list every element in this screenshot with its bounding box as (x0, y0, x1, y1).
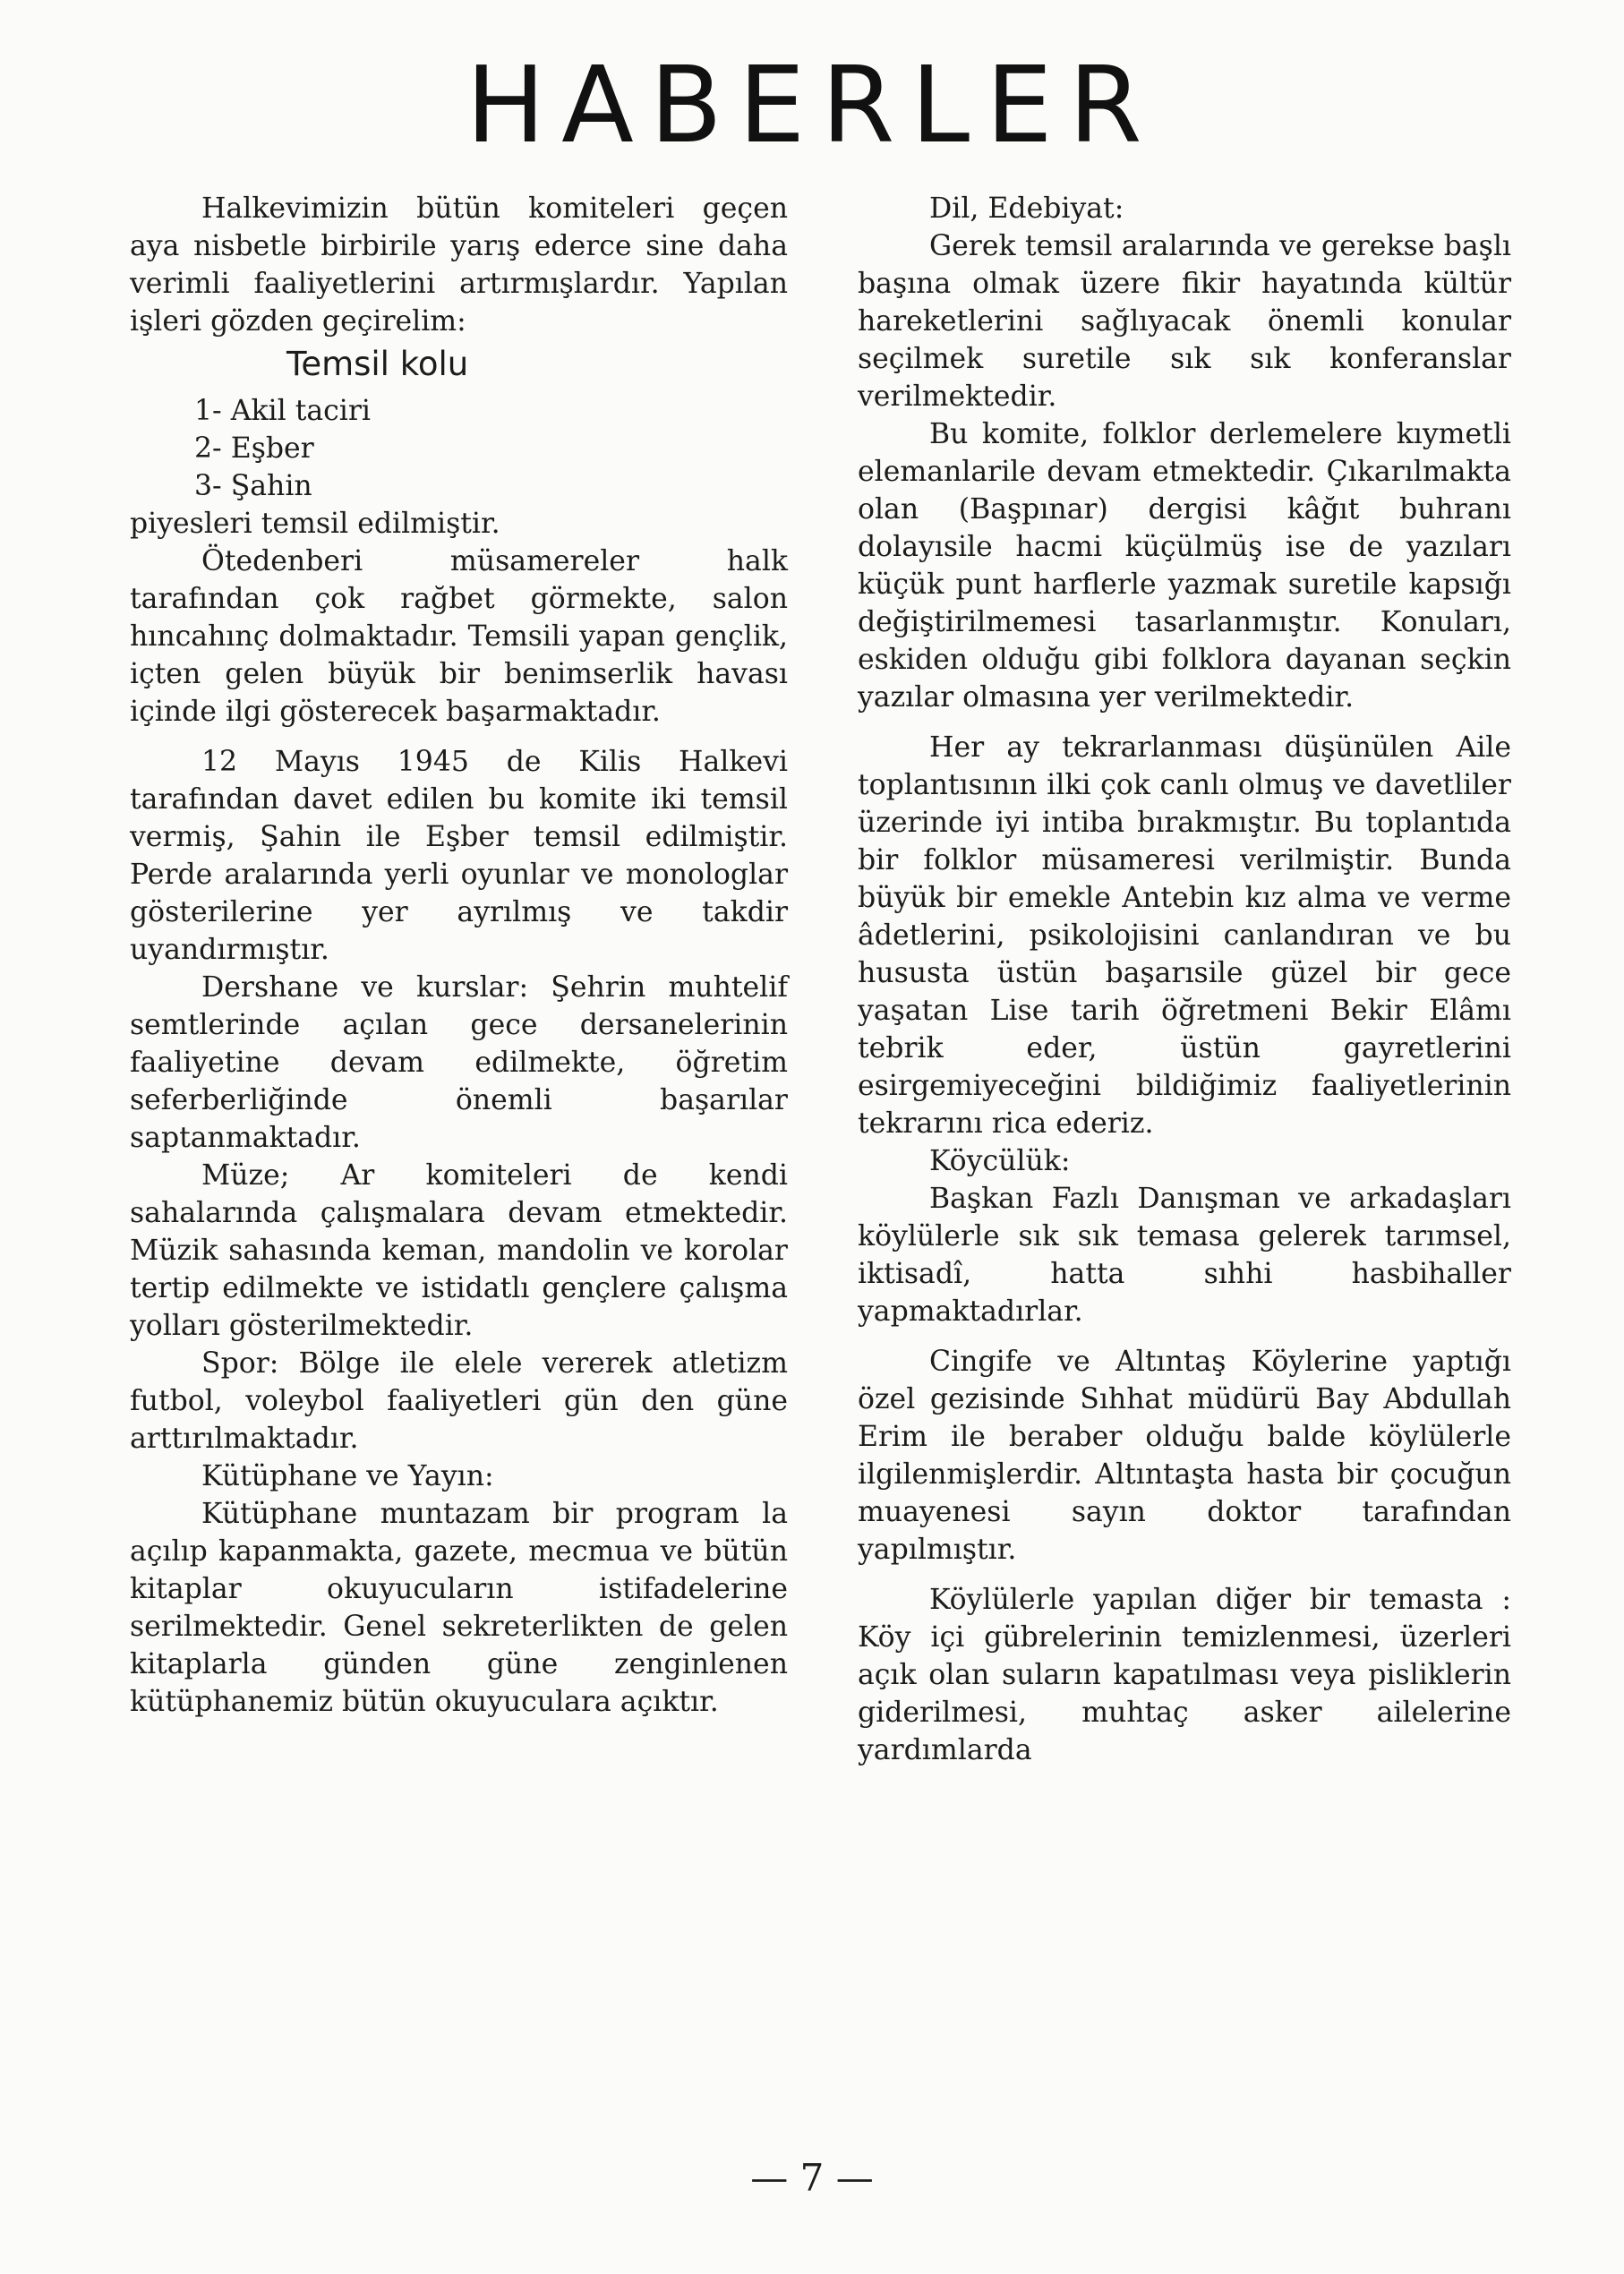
dil-paragraph: Gerek temsil aralarında ve gerekse başlı başına olmak üzere fikir hayatında kültür hareketlerini sağlıyacak önemli konular seçilmek suretile sık sık konferanslar verilmektedir. (858, 230, 1511, 413)
dil-heading: Dil, Edebiyat: (929, 192, 1124, 225)
plays-note: piyesleri temsil edilmiştir. (130, 508, 500, 540)
kutuphane-paragraph: Kütüphane muntazam bir program la açılıp kapanmakta, gazete, mecmua ve bütün kitaplar okuyucuların istifadelerine serilmektedir. Genel sekreterlikten de gelen kitaplarla günden güne zenginlenen kütüphanemiz bütün okuyuculara açıktır. (130, 1498, 788, 1718)
masthead-title: HABERLER (466, 43, 1158, 167)
temsil-heading: Temsil kolu (286, 345, 469, 383)
play-item: 3- Şahin (194, 470, 312, 502)
temsil-paragraph: Ötedenberi müsamereler halk tarafından çok rağbet görmekte, salon hıncahınç dolmaktadır. Temsili yapan gençlik, içten gelen büyük bir benimserlik havası içinde ilgi gösterecek başarmaktadır. (130, 545, 788, 728)
page-number: — 7 — (750, 2156, 874, 2200)
koycu-paragraph: Başkan Fazlı Danışman ve arkadaşları köylülerle sık sık temasa gelerek tarımsel, iktisadî, hatta sıhhi hasbihaller yapmaktadırlar. (858, 1183, 1511, 1328)
kilis-paragraph: 12 Mayıs 1945 de Kilis Halkevi tarafından davet edilen bu komite iki temsil vermiş, Şahin ile Eşber temsil edilmiştir. Perde aralarında yerli oyunlar ve monologlar gösterilerine yer ayrılmış ve takdir uyandırmıştır. (130, 746, 788, 966)
kutuphane-heading: Kütüphane ve Yayın: (201, 1460, 494, 1492)
koycu-heading: Köycülük: (929, 1145, 1071, 1177)
intro-paragraph: Halkevimizin bütün komiteleri geçen aya nisbetle birbirile yarış ederce sine daha verimli faaliyetlerini artırmışlardır. Yapılan işleri gözden geçirelim: (130, 192, 788, 338)
folklor-paragraph: Bu komite, folklor derlemelere kıymetli elemanlarile devam etmektedir. Çıkarılmakta olan (Başpınar) dergisi kâğıt buhranı dolayısile hacmi küçülmüş ise de yazıları küçük punt harflerle yazmak suretile kapsığı değiştirilmemesi tasarlanmıştır. Konuları, eskiden olduğu gibi folklora dayanan seçkin yazılar olmasına yer verilmektedir. (858, 418, 1511, 714)
muze-paragraph: Müze; Ar komiteleri de kendi sahalarında çalışmalara devam etmektedir. Müzik sahasında keman, mandolin ve korolar tertip edilmekte ve istidatlı gençlere çalışma yolları gösterilmektedir. (130, 1159, 788, 1342)
koylu-paragraph: Köylülerle yapılan diğer bir temasta : Köy içi gübrelerinin temizlenmesi, üzerleri açık olan suların kapatılması veya pisliklerin giderilmesi, muhtaç asker ailelerine yardımlarda (858, 1584, 1511, 1766)
left-column (130, 190, 788, 1721)
aile-paragraph: Her ay tekrarlanması düşünülen Aile toplantısının ilki çok canlı olmuş ve davetliler üzerinde iyi intiba bırakmıştır. Bu toplantıda bir folklor müsameresi verilmiştir. Bunda büyük bir emekle Antebin kız alma ve verme âdetlerini, psikolojisini canlandıran ve bu hususta üstün başarısile güzel bir gece yaşatan Lise tarih öğretmeni Bekir Elâmı tebrik eder, üstün gayretlerini esirgemiyeceğini bildiğimiz faaliyetlerinin tekrarını rica ederiz. (858, 731, 1511, 1140)
cingife-paragraph: Cingife ve Altıntaş Köylerine yaptığı özel gezisinde Sıhhat müdürü Bay Abdullah Erim ile beraber olduğu balde köylülerle ilgilenmişlerdir. Altıntaşta hasta bir çocuğun muayenesi sayın doktor tarafından yapılmıştır. (858, 1346, 1511, 1566)
spor-paragraph: Spor: Bölge ile elele vererek atletizm futbol, voleybol faaliyetleri gün den güne arttırılmaktadır. (130, 1347, 788, 1455)
right-column (858, 190, 1511, 1769)
dershane-paragraph: Dershane ve kurslar: Şehrin muhtelif semtlerinde açılan gece dersanelerinin faaliyetine devam edilmekte, öğretim seferberliğinde önemli başarılar saptanmaktadır. (130, 971, 788, 1154)
play-item: 1- Akil taciri (194, 395, 371, 427)
play-item: 2- Eşber (194, 432, 314, 465)
